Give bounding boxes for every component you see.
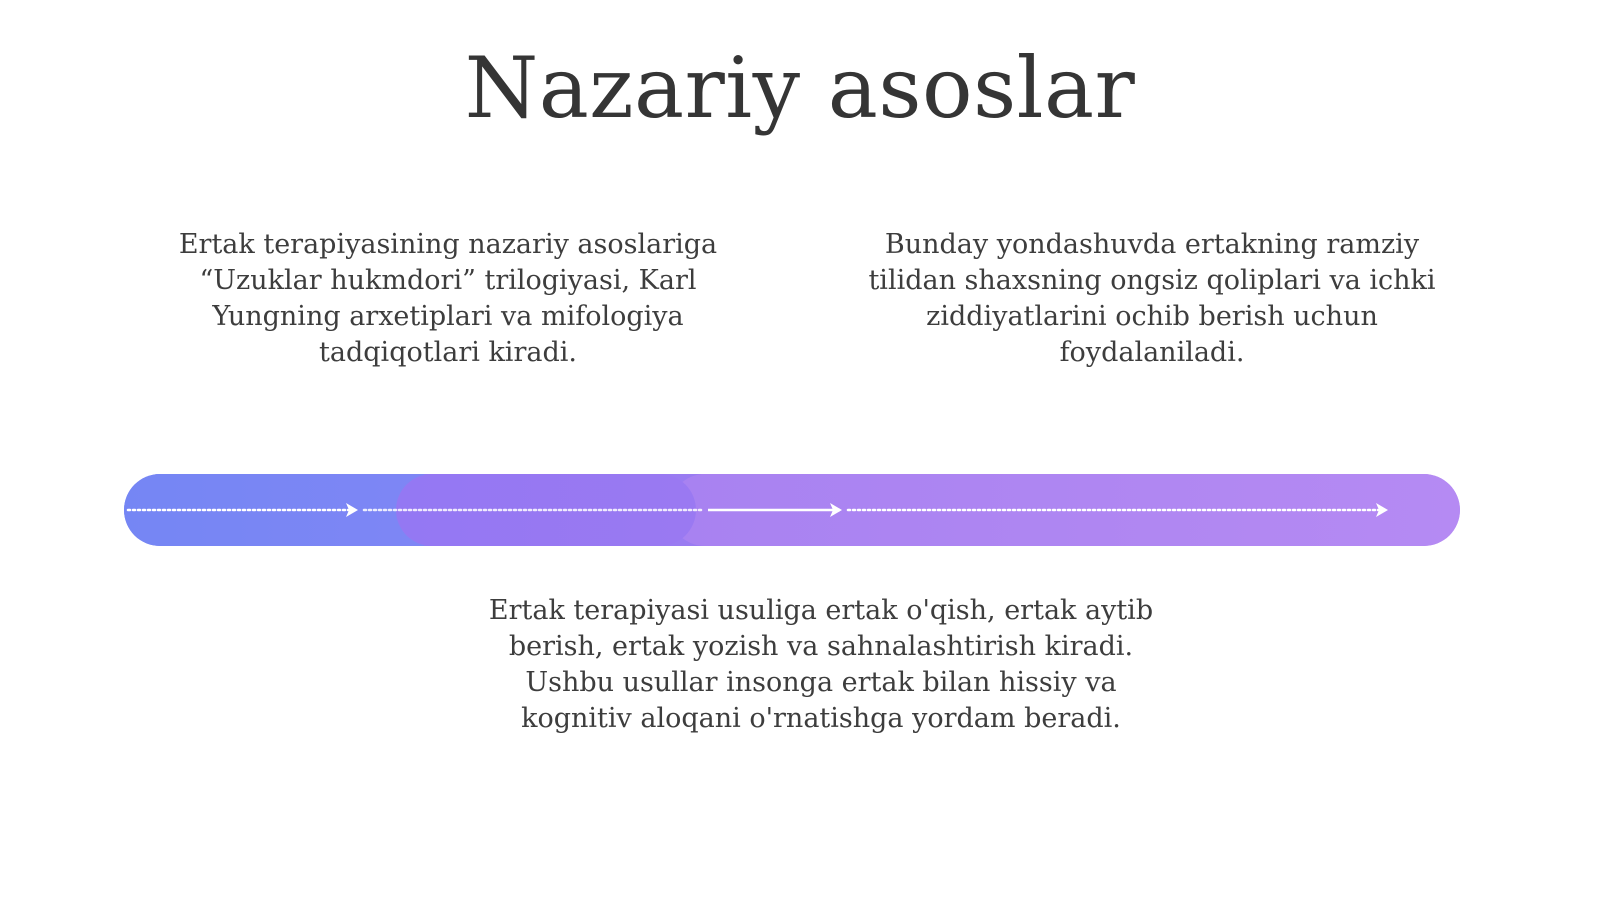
right-paragraph-line: Bunday yondashuvda ertakning ramziy [884, 229, 1420, 260]
timeline-bar [124, 474, 1460, 546]
left-paragraph-line: tadqiqotlari kiradi. [319, 337, 577, 368]
slide-title: Nazariy asoslar [464, 39, 1136, 137]
bottom-paragraph [458, 593, 1184, 737]
right-paragraph-line: foydalaniladi. [1059, 337, 1245, 368]
right-paragraph-line: ziddiyatlarini ochib berish uchun [926, 301, 1378, 332]
right-paragraph-line: tilidan shaxsning ongsiz qoliplari va ichki [868, 265, 1436, 296]
left-paragraph [148, 227, 748, 371]
right-paragraph [846, 227, 1458, 371]
timeline-arrows [124, 474, 1460, 546]
bottom-paragraph-line: kognitiv aloqani o'rnatishga yordam beradi. [521, 703, 1121, 734]
left-paragraph-line: Ertak terapiyasining nazariy asoslariga [178, 229, 718, 260]
bottom-paragraph-line: berish, ertak yozish va sahnalashtirish kiradi. [508, 631, 1134, 662]
left-paragraph-line: Yungning arxetiplari va mifologiya [212, 301, 684, 332]
left-paragraph-line: “Uzuklar hukmdori” trilogiyasi, Karl [199, 265, 697, 296]
bottom-paragraph-line: Ushbu usullar insonga ertak bilan hissiy va [525, 667, 1117, 698]
bottom-paragraph-line: Ertak terapiyasi usuliga ertak o'qish, ertak aytib [488, 595, 1154, 626]
